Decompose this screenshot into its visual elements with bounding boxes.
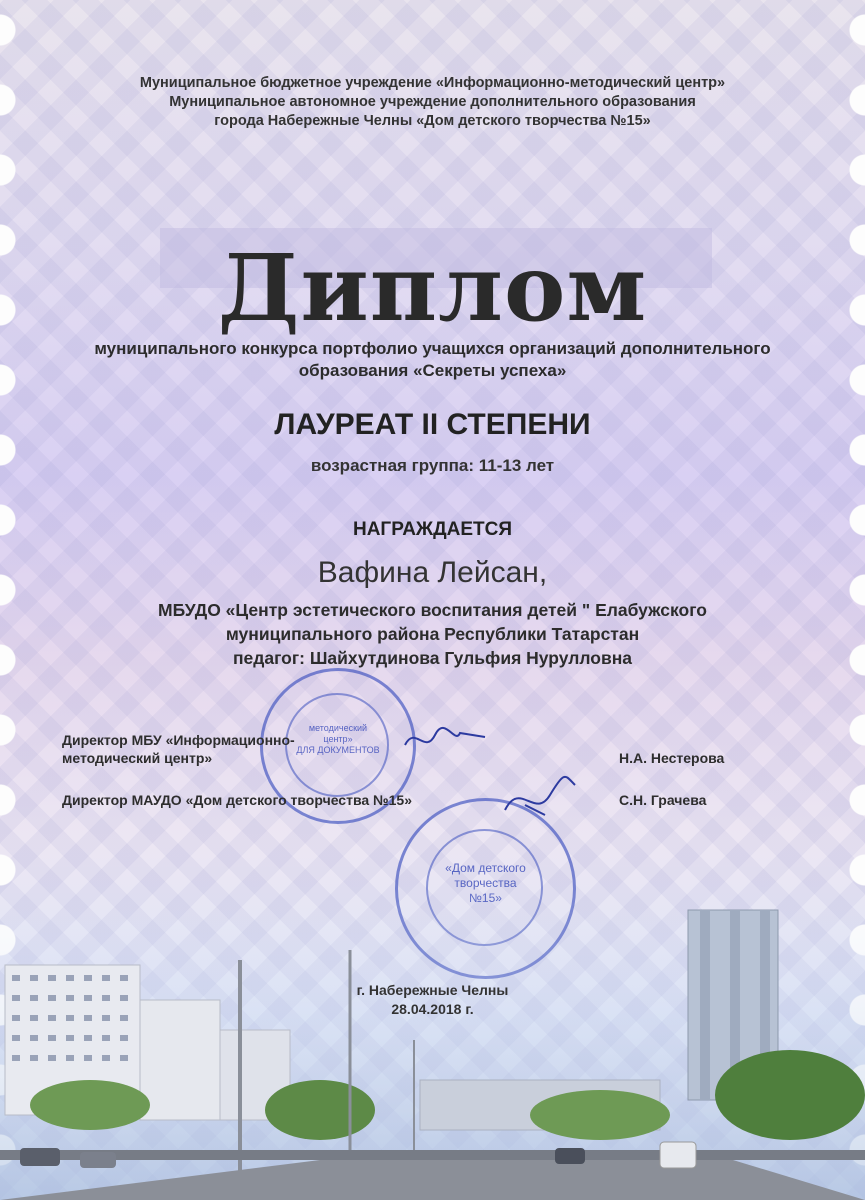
age-group: возрастная группа: 11-13 лет	[310, 456, 555, 475]
signature-1-scribble	[400, 715, 490, 765]
signature-2-scribble	[495, 770, 585, 830]
place-and-date	[0, 981, 865, 1019]
laureate-degree: ЛАУРЕАТ II СТЕПЕНИ	[274, 408, 591, 441]
signatory-1-title	[62, 731, 302, 767]
signatory-2-title: Директор МАУДО «Дом детского творчества №15»	[62, 792, 412, 808]
stamp-imc-line-3: ДЛЯ ДОКУМЕНТОВ	[296, 745, 380, 755]
organization-line-3: педагог: Шайхутдинова Гульфия Нурулловна	[232, 648, 633, 668]
signatory-1-title-line-1: Директор МБУ «Информационно-	[62, 732, 295, 748]
recipient-name: Вафина Лейсан,	[317, 556, 548, 589]
signatory-1-name: Н.А. Нестерова	[619, 750, 725, 766]
subtitle-line-1: муниципального конкурса портфолио учащихся организаций дополнительного	[94, 339, 771, 358]
diploma-title: Диплом	[217, 234, 648, 342]
stamp-imc-line-1: методический	[308, 723, 368, 733]
awarded-label: НАГРАЖДАЕТСЯ	[352, 519, 513, 540]
signatory-1-title-line-2: методический центр»	[62, 750, 213, 766]
issuer-line-2: Муниципальное автономное учреждение дополнительного образования	[169, 94, 696, 110]
subtitle-line-2: образования «Секреты успеха»	[298, 361, 567, 380]
city-skyline-illustration	[0, 880, 865, 1200]
stamp-imc-line-2: центр»	[323, 734, 353, 744]
issuer-line-3: города Набережные Челны «Дом детского творчества №15»	[214, 113, 651, 129]
place: г. Набережные Челны	[356, 982, 509, 998]
date: 28.04.2018 г.	[391, 1001, 474, 1017]
organization-line-2: муниципального района Республики Татарстан	[225, 624, 640, 644]
issuer-line-1: Муниципальное бюджетное учреждение «Информационно-методический центр»	[139, 75, 726, 91]
stamp-ddt15-line-1: «Дом детского	[445, 861, 526, 875]
contest-subtitle	[0, 338, 865, 382]
signatory-2-name: С.Н. Грачева	[619, 792, 707, 808]
organization-line-1: МБУДО «Центр эстетического воспитания детей " Елабужского	[158, 600, 707, 620]
issuer-header	[0, 74, 865, 131]
recipient-organization	[0, 598, 865, 670]
